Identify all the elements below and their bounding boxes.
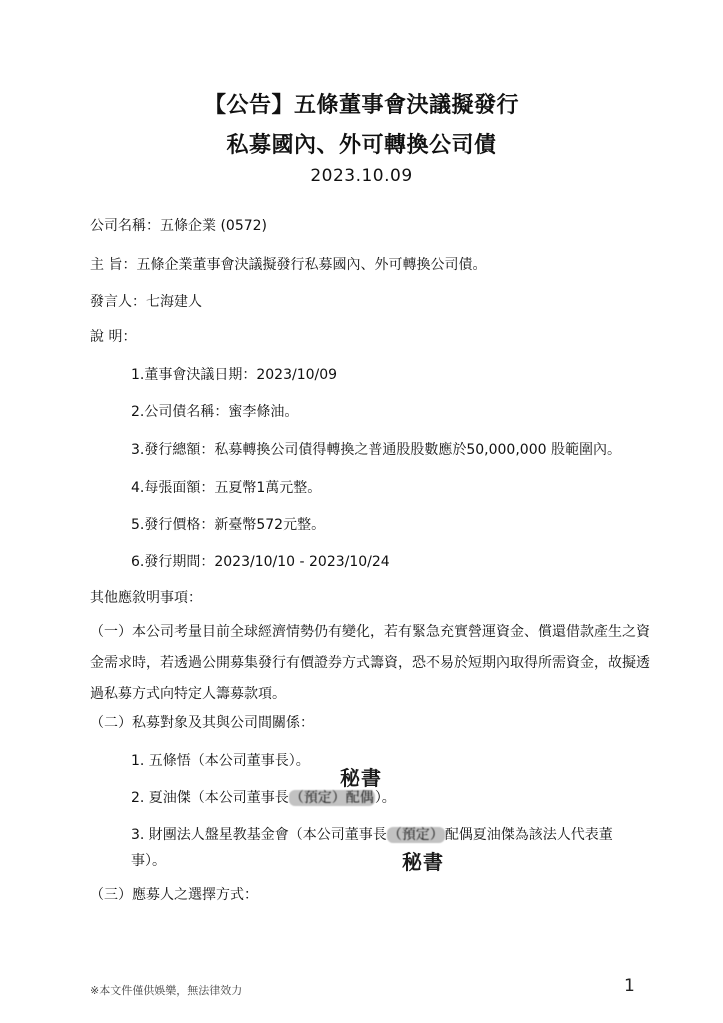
other-heading: 其他應敘明事項： bbox=[90, 590, 202, 606]
item-2-suffix: ）。 bbox=[374, 790, 396, 806]
disclaimer-note: ※本文件僅供娛樂，無法律效力 bbox=[90, 984, 243, 997]
section-2-item-1: 1. 五條悟（本公司董事長）。 bbox=[131, 753, 310, 769]
section-2-item-3-cont: 事）。 bbox=[131, 853, 166, 869]
item-2-prefix: 2. 夏油傑（本公司董事長 bbox=[131, 790, 289, 806]
item-4: 4.每張面額：五夏幣1萬元整。 bbox=[131, 480, 322, 496]
title-line-2: 私募國內、外可轉換公司債 bbox=[226, 133, 497, 158]
section-3-heading: （三）應募人之選擇方式： bbox=[90, 887, 258, 903]
secretary-stamp-2: 秘書 bbox=[402, 850, 444, 874]
explanation-label: 說 明： bbox=[90, 329, 137, 345]
subject: 主 旨：五條企業董事會決議擬發行私募國內、外可轉換公司債。 bbox=[90, 257, 487, 273]
page-number: 1 bbox=[624, 976, 635, 996]
speaker: 發言人：七海建人 bbox=[90, 294, 202, 310]
item-6: 6.發行期間：2023/10/10 - 2023/10/24 bbox=[131, 554, 390, 570]
item-1: 1.董事會決議日期：2023/10/09 bbox=[131, 367, 338, 383]
section-1-text: （一）本公司考量目前全球經濟情勢仍有變化，若有緊急充實營運資金、償還借款產生之資金需求時，若透過公開募集發行有價證券方式籌資，恐不易於短期內取得所需資金，故擬透過私募方式向特定人籌募款項。 bbox=[90, 624, 650, 702]
item-3-redacted: （預定） bbox=[387, 827, 444, 843]
company-name: 公司名稱：五條企業 (0572) bbox=[90, 218, 268, 234]
item-3-prefix: 3. 財團法人盤星教基金會（本公司董事長 bbox=[131, 827, 387, 843]
section-2-heading: （二）私募對象及其與公司間關係： bbox=[90, 715, 314, 731]
section-2-item-2 bbox=[131, 787, 396, 807]
item-3-suffix: 配偶夏油傑為該法人代表董 bbox=[444, 827, 613, 843]
item-3: 3.發行總額：私募轉換公司債得轉換之普通股股數應於50,000,000 股範圍內。 bbox=[131, 442, 621, 458]
item-2: 2.公司債名稱：蜜李條油。 bbox=[131, 404, 299, 420]
title-line-1: 【公告】五條董事會決議擬發行 bbox=[203, 93, 519, 118]
announcement-date: 2023.10.09 bbox=[310, 166, 413, 186]
secretary-stamp-1: 秘書 bbox=[340, 766, 382, 790]
item-2-redacted: （預定）配偶 bbox=[289, 790, 374, 806]
item-5: 5.發行價格：新臺幣572元整。 bbox=[131, 517, 326, 533]
section-2-item-3 bbox=[131, 824, 613, 844]
